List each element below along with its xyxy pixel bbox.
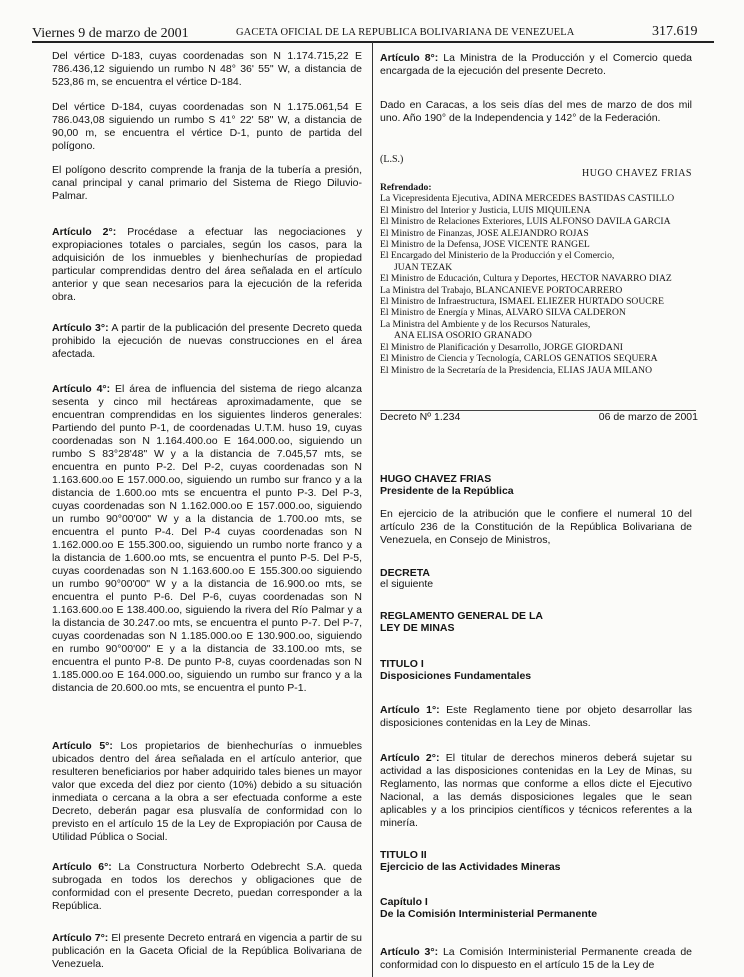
refrendado-line: El Ministro de la Defensa, JOSE VICENTE RANGEL xyxy=(380,239,590,251)
capitulo-1-subtitle: De la Comisión Interministerial Permanente xyxy=(380,908,598,920)
article-label: Artículo 3°: xyxy=(380,946,439,958)
seal-ls: (L.S.) xyxy=(380,154,404,165)
article-label: Artículo 1°: xyxy=(380,704,440,716)
article-label: Artículo 7°: xyxy=(52,932,109,944)
refrendado-line: El Ministro de Infraestructura, ISMAEL ELIEZER HURTADO SOUCRE xyxy=(380,296,664,308)
reglamento-title-1: REGLAMENTO GENERAL DE LA xyxy=(380,610,543,622)
article-3 xyxy=(52,322,362,361)
refrendado-line: El Encargado del Ministerio de la Producción y el Comercio, xyxy=(380,250,615,262)
header-publication-title: GACETA OFICIAL DE LA REPUBLICA BOLIVARIANA DE VENEZUELA xyxy=(236,27,575,38)
page-header xyxy=(0,0,744,44)
article-text: El área de influencia del sistema de riego alcanza sesenta y cinco mil hectáreas aproximadamente, que se encuentran comprendidas en los siguientes linderos generales: Partiendo del punto P-1, de coordenadas U.T.M. huso 19, cuyas coordenadas son N 1.164.400.oo E 164.000.oo, siguiendo un rumbo S 83°28'48" W y a la distancia de 7.045,57 mts, se encuentra en punto P-2. Del P-2, cuyas coordenadas son N 1.163.600.oo E 157.000.oo, siguiendo un rumbo sur franco y a la distancia de 1.600.oo mts se encuentra el punto P-3. Del P-3, cuyas coordenadas son N 1.162.000.oo E 157.000.oo, siguiendo un rumbo 90°00'00" W y a la distancia de 1.700.oo mts, se encuentra el punto P-4. Del P-4 cuyas coordenadas son N 1.162.000.oo E 155.300.oo, siguiendo un rumbo norte franco y a la distancia de 1.600.oo mts, se encuentra el punto P-5. Del P-5, cuyas coordenadas son N 1.163.600.oo E 155.300.oo siguiendo un rumbo 90°00'00" W y a la distancia de 16.900.oo mts, se encuentra el punto P-6. Del P-6, cuyas coordenadas son N 1.163.600.oo E 138.400.oo, siguiendo la rivera del Río Palmar y a la distancia de 30.247.oo mts, se encuentra el punto P-7. Del P-7, cuyas coordenadas son N 1.185.000.oo E 130.900.oo, siguiendo en rumbo 90°00'00" E y a la distancia de 33.100.oo mts, se encuentra el punto P-8. De punto P-8, cuyas coordenadas son N 1.185.000.oo E 164.000.oo, siguiendo un rumbo sur franco y a la distancia de 20.600.oo mts, se encuentra el punto P-1. xyxy=(52,383,362,694)
capitulo-1: Capítulo I xyxy=(380,896,428,908)
refrendado-line: La Ministra del Trabajo, BLANCANIEVE PORTOCARRERO xyxy=(380,284,623,296)
article-label: Artículo 2°: xyxy=(52,226,117,238)
article-label: Artículo 3°: xyxy=(52,322,109,334)
refrendado-line: El Ministro de Relaciones Exteriores, LUIS ALFONSO DAVILA GARCIA xyxy=(380,216,671,228)
refrendado-line: El Ministro de Educación, Cultura y Deportes, HECTOR NAVARRO DIAZ xyxy=(380,273,672,285)
article-2 xyxy=(52,226,362,304)
header-date: Viernes 9 de marzo de 2001 xyxy=(32,26,189,41)
ejercicio-paragraph: En ejercicio de la atribución que le confiere el numeral 10 del artículo 236 de la Constitución de la República Bolivariana de Venezuela, en Consejo de Ministros, xyxy=(380,508,692,546)
refrendado-line: El Ministro de Ciencia y Tecnología, CARLOS GENATIOS SEQUERA xyxy=(380,353,658,365)
reglamento-title-2: LEY DE MINAS xyxy=(380,622,455,634)
article-text: A partir de la publicación del presente Decreto queda prohibido la ejecución de nuevas construcciones en el área afectada. xyxy=(52,322,363,360)
refrendado-list xyxy=(380,182,720,376)
refrendado-line: ANA ELISA OSORIO GRANADO xyxy=(394,330,532,342)
paragraph-vertex-d183: Del vértice D-183, cuyas coordenadas son N 1.174.715,22 E 786.436,12 siguiendo un rumbo N 48° 36' 55" W, a distancia de 523,86 m, se encuentra el vértice D-184. xyxy=(52,50,362,88)
refrendado-line: El Ministro de Energía y Minas, ALVARO SILVA CALDERON xyxy=(380,307,626,319)
article-label: Artículo 5°: xyxy=(52,740,113,752)
titulo-1-subtitle: Disposiciones Fundamentales xyxy=(380,670,532,682)
refrendado-line: El Ministro del Interior y Justicia, LUIS MIQUILENA xyxy=(380,204,591,216)
article-text: El titular de derechos mineros deberá sujetar su actividad a las disposiciones contenidas en la Ley de Minas, su Reglamento, las normas que conforme a ellos dicte el Ejecutivo Nacional, a las demás disposiciones legales que le sean aplicables y a los principios científicos y técnicos referentes a la minería. xyxy=(380,752,692,829)
refrendado-line: El Ministro de Finanzas, JOSE ALEJANDRO ROJAS xyxy=(380,227,589,239)
paragraph-vertex-d184: Del vértice D-184, cuyas coordenadas son N 1.175.061,54 E 786.043,08 siguiendo un rumbo S 41° 22' 58" W, a distancia de 90,00 m, se encuentra el vértice D-1, punto de partida del polígono. xyxy=(52,101,362,152)
titulo-1: TITULO I xyxy=(380,658,424,670)
article-text: La Comisión Interministerial Permanente creada de conformidad con lo dispuesto en el artículo 15 de la Ley de xyxy=(380,946,692,971)
column-divider xyxy=(372,42,373,977)
titulo-2: TITULO II xyxy=(380,849,427,861)
reg-article-2 xyxy=(380,752,692,830)
signer-name: HUGO CHAVEZ FRIAS xyxy=(582,168,692,179)
article-text: La Constructura Norberto Odebrecht S.A. queda subrogada en todos los derechos y obligaciones que de conformidad con el presente Decreto, puedan corresponder a la República. xyxy=(52,861,362,912)
article-text: El presente Decreto entrará en vigencia a partir de su publicación en la Gaceta Oficial de la República Bolivariana de Venezuela. xyxy=(52,932,362,970)
refrendado-line: La Ministra del Ambiente y de los Recursos Naturales, xyxy=(380,318,591,330)
article-label: Artículo 2°: xyxy=(380,752,440,764)
article-label: Artículo 6°: xyxy=(52,861,112,873)
article-8 xyxy=(380,52,692,78)
article-text: Procédase a efectuar las negociaciones y expropiaciones totales o parciales, según los casos, para la adquisición de los inmuebles y bienhechurías de propiedad particular comprendidas dentro del área señalada en el artículo anterior y que sean necesarios para la ejecución de la referida obra. xyxy=(52,226,362,303)
header-rule xyxy=(32,41,714,43)
header-page-number: 317.619 xyxy=(652,24,698,39)
refrendado-line: JUAN TEZAK xyxy=(394,261,453,273)
article-5 xyxy=(52,740,362,844)
decree-date: 06 de marzo de 2001 xyxy=(598,411,698,423)
refrendado-label: Refrendado: xyxy=(380,182,432,193)
refrendado-line: El Ministro de la Secretaría de la Presidencia, ELIAS JAUA MILANO xyxy=(380,364,653,376)
refrendado-line: El Ministro de Planificación y Desarrollo, JORGE GIORDANI xyxy=(380,341,624,353)
dado-en-caracas: Dado en Caracas, a los seis días del mes de marzo de dos mil uno. Año 190° de la Independencia y 142° de la Federación. xyxy=(380,99,692,124)
article-label: Artículo 4°: xyxy=(52,383,111,395)
refrendado-line: La Vicepresidenta Ejecutiva, ADINA MERCEDES BASTIDAS CASTILLO xyxy=(380,193,675,205)
reg-article-1 xyxy=(380,704,692,730)
article-text: Los propietarios de bienhechurías o inmuebles ubicados dentro del área señalada en el artículo anterior, que resulteren beneficiarios por haber adquirido tales bienes un mayor valor que exceda del diez por ciento (10%) debido a su situación inmediata o cercana a la obra a ser efectuada conforme a este Decreto, deberán pagar esa plusvalía de conformidad con lo previsto en el artículo 15 de la Ley de Expropiación por Causa de Utilidad Pública o Social. xyxy=(52,740,363,843)
paragraph-polygon: El polígono descrito comprende la franja de la tubería a presión, canal principal y canal primario del Sistema de Riego Diluvio-Palmar. xyxy=(52,164,362,202)
article-text: La Ministra de la Producción y el Comercio queda encargada de la ejecución del presente Decreto. xyxy=(380,52,692,77)
article-6 xyxy=(52,861,362,913)
president-title: Presidente de la República xyxy=(380,485,514,497)
decree-number: Decreto Nº 1.234 xyxy=(380,411,461,423)
el-siguiente: el siguiente xyxy=(380,578,434,590)
article-text: Este Reglamento tiene por objeto desarrollar las disposiciones contenidas en la Ley de Minas. xyxy=(380,704,692,729)
president-name: HUGO CHAVEZ FRIAS xyxy=(380,473,492,485)
titulo-2-subtitle: Ejercicio de las Actividades Mineras xyxy=(380,861,561,873)
article-label: Artículo 8°: xyxy=(380,52,439,64)
article-7 xyxy=(52,932,362,971)
article-4 xyxy=(52,383,362,695)
reg-article-3 xyxy=(380,946,692,972)
decreta-heading: DECRETA xyxy=(380,567,430,579)
